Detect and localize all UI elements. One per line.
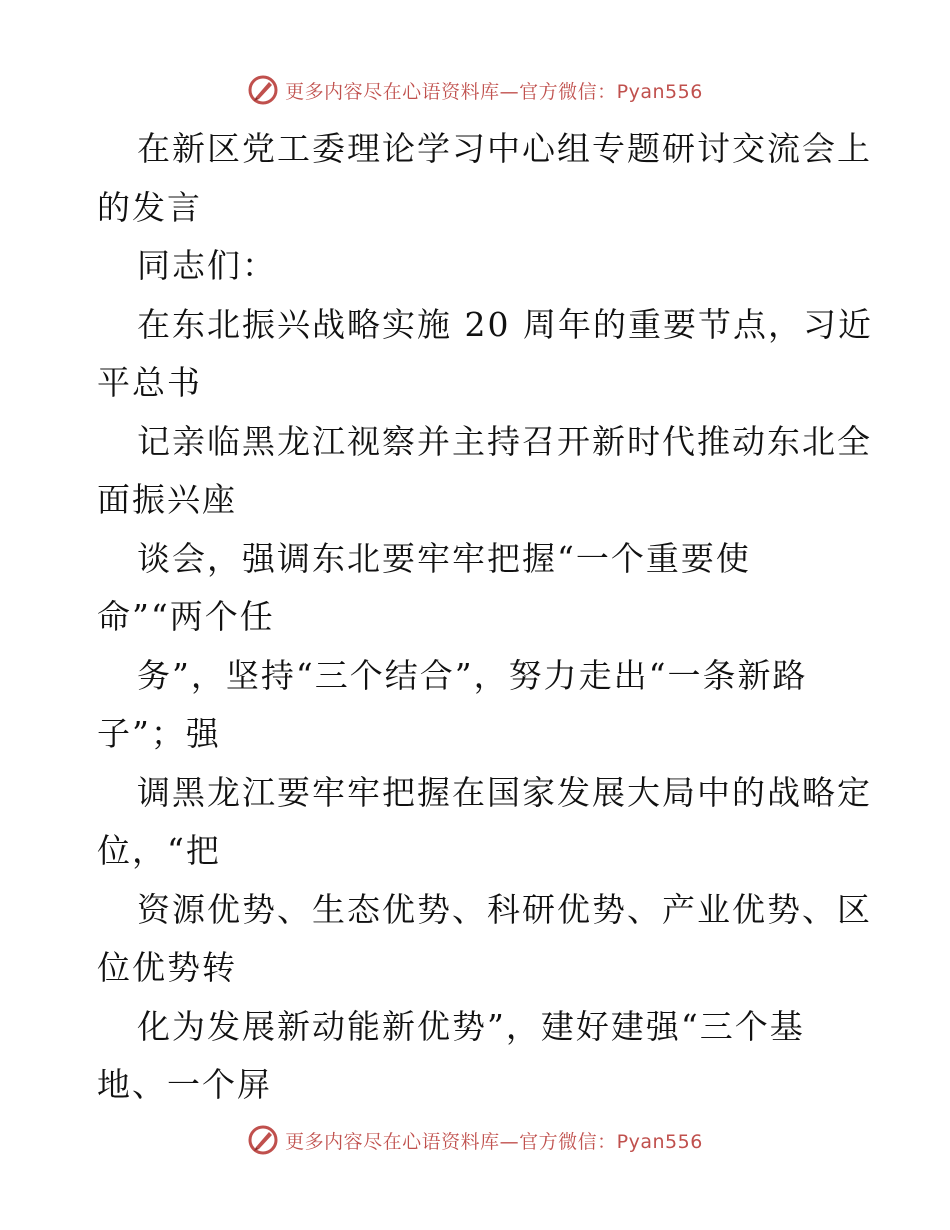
pen-logo-icon (247, 1124, 279, 1156)
text-line: 务”，坚持“三个结合”，努力走出“一条新路 (137, 655, 808, 695)
text-line: 化为发展新动能新优势”，建好建强“三个基 (137, 1006, 805, 1046)
text-line: 位优势转 (97, 948, 237, 987)
text-line: 命”“两个任 (97, 597, 275, 636)
text-line: 谈会，强调东北要牢牢把握“一个重要使 (137, 538, 751, 578)
document-body (97, 120, 873, 1115)
text-line: 子”；强 (97, 714, 221, 753)
text-line: 在东北振兴战略实施 20 周年的重要节点，习近 (137, 304, 873, 344)
text-line: 在新区党工委理论学习中心组专题研讨交流会上 (137, 129, 872, 168)
header-banner (0, 70, 950, 110)
text-line: 记亲临黑龙江视察并主持召开新时代推动东北全 (137, 421, 872, 461)
header-banner-text: 更多内容尽在心语资料库—官方微信：Pyan556 (285, 80, 703, 103)
footer-banner (0, 1120, 950, 1160)
text-line: 平总书 (97, 363, 202, 402)
text-line: 位，“把 (97, 831, 221, 870)
pen-logo-icon (247, 74, 279, 106)
footer-banner-text: 更多内容尽在心语资料库—官方微信：Pyan556 (285, 1130, 703, 1153)
text-line: 地、一个屏 (97, 1065, 272, 1104)
text-line: 的发言 (97, 187, 202, 227)
text-line: 资源优势、生态优势、科研优势、产业优势、区 (137, 889, 872, 929)
text-line: 面振兴座 (97, 480, 237, 519)
text-line: 同志们： (137, 246, 277, 285)
text-line: 调黑龙江要牢牢把握在国家发展大局中的战略定 (137, 772, 872, 812)
